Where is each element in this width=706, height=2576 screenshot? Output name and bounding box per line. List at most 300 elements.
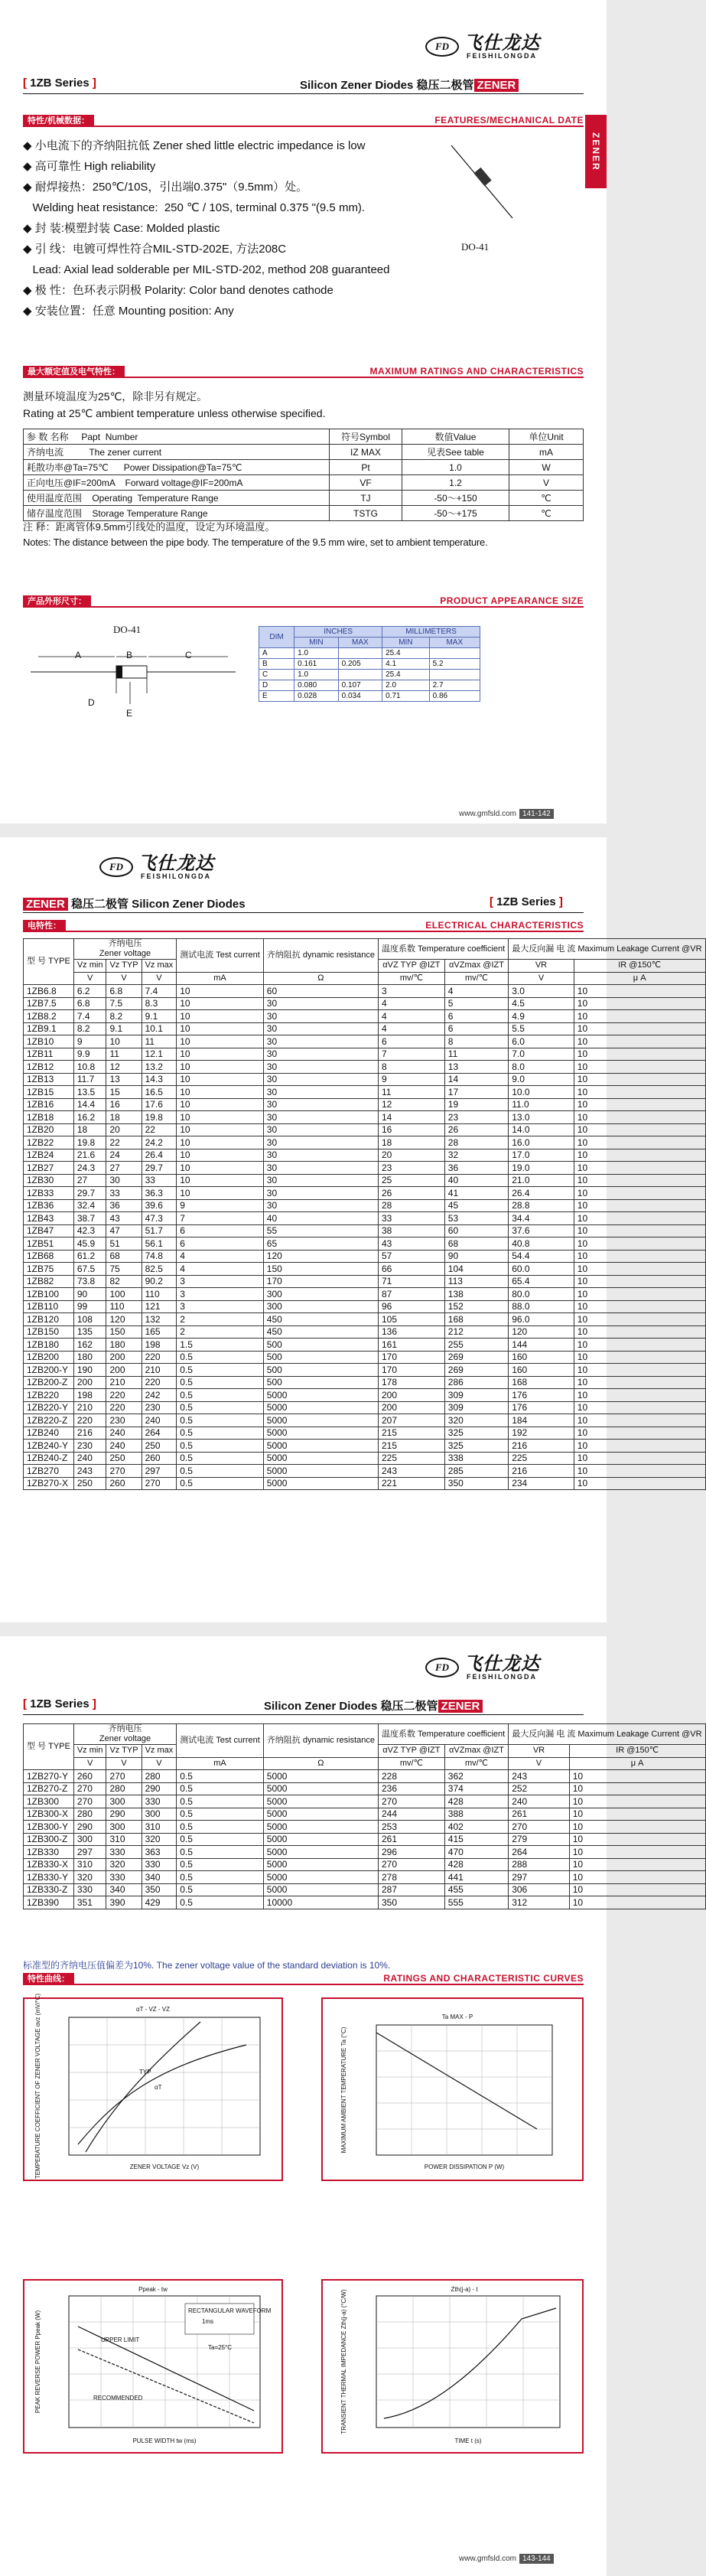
value-cell: 30 <box>263 1187 378 1200</box>
page-1 <box>0 0 607 823</box>
table-row <box>24 1035 706 1048</box>
value-cell: 160 <box>509 1364 574 1377</box>
value-cell: 5000 <box>263 1821 378 1834</box>
value-cell: 5 <box>444 997 508 1010</box>
value-cell: 120 <box>263 1250 378 1263</box>
value-cell: 230 <box>142 1401 177 1414</box>
table-row <box>24 1048 706 1061</box>
value-cell: 198 <box>142 1339 177 1352</box>
value-cell: 170 <box>379 1364 445 1377</box>
value-cell: 4 <box>177 1263 264 1276</box>
value-cell: 390 <box>106 1896 142 1909</box>
value-cell: 0.5 <box>177 1465 264 1478</box>
value-cell: 61.2 <box>73 1250 106 1263</box>
value-cell: 450 <box>263 1325 378 1339</box>
value-cell: 240 <box>142 1414 177 1427</box>
value-cell: 210 <box>73 1401 106 1414</box>
table-row <box>24 1174 706 1187</box>
table-row <box>24 1883 706 1896</box>
value-cell: 65.4 <box>509 1275 574 1288</box>
value-cell: 285 <box>444 1465 508 1478</box>
value-cell: 68 <box>444 1237 508 1251</box>
value-cell: 270 <box>106 1465 142 1478</box>
chart-thermal-impedance <box>321 2279 584 2454</box>
value-cell: 170 <box>263 1275 378 1288</box>
dim-label-b: B <box>126 650 133 660</box>
electrical-table: 型 号 TYPE 齐纳电压 Zener voltage 测试电流 Test current 齐纳阻抗 dynamic resistance 温度系数 Temperature coefficient 最大反向漏 电 流 Maximum Leakage Current @VR Vz min Vz TYP Vz max αVZ TYP @IZT αVZmax @IZT VR IR @150℃ V V V mA Ω mv/℃ mv/℃ V μ A 1ZB6.8 6.2 6.8 7.4 10 60 3 4 3.0 10 1ZB7.5 6.8 7.5 8.3 10 30 4 5 4.5 10 1ZB8.2 7.4 8.2 9.1 10 30 4 6 4.9 10 1ZB9.1 8.2 9.1 10.1 10 30 4 6 5.5 10 1ZB10 9 10 11 10 30 6 8 6.0 10 1ZB11 9.9 11 12.1 10 30 7 11 7.0 10 1ZB12 10.8 12 13.2 10 30 8 13 8.0 10 1ZB13 11.7 13 14.3 10 30 9 14 9.0 10 1ZB15 13.5 15 16.5 10 30 11 17 10.0 10 1ZB16 14.4 16 17.6 10 30 12 19 11.0 10 1ZB18 16.2 18 19.8 10 30 14 23 13.0 10 1ZB20 18 20 22 10 30 16 26 14.0 10 1ZB22 19.8 22 24.2 10 30 18 28 16.0 10 1ZB24 21.6 24 26.4 10 30 20 32 17.0 10 1ZB27 24.3 27 29.7 10 30 23 36 19.0 10 1ZB30 27 30 33 10 30 25 40 21.0 10 1ZB33 29.7 33 36.3 10 30 26 41 26.4 10 1ZB36 32.4 36 39.6 9 30 28 45 28.8 10 1ZB43 38.7 43 47.3 7 40 33 53 34.4 10 1ZB47 42.3 47 51.7 6 55 38 60 37.6 10 1ZB51 45.9 51 56.1 6 65 43 68 40.8 10 1ZB68 61.2 68 74.8 4 120 57 90 54.4 10 1ZB75 67.5 75 82.5 4 150 66 104 60.0 10 1ZB82 73.8 82 90.2 3 170 71 113 65.4 10 1ZB100 90 100 110 3 300 87 138 80.0 10 1ZB110 99 110 121 3 300 96 152 88.0 10 1ZB120 108 120 132 2 450 105 168 96.0 10 1ZB150 135 150 165 2 450 136 212 120 10 1ZB180 162 180 198 1.5 500 161 255 144 10 1ZB200 180 200 220 0.5 500 170 269 160 10 1ZB200-Y 190 200 210 0.5 500 170 269 160 10 1ZB200-Z 200 210 220 0.5 500 178 286 168 10 1ZB220 198 220 242 0.5 5000 200 309 176 10 1ZB220-Y 210 220 230 0.5 5000 200 309 176 10 1ZB220-Z 220 230 240 0.5 5000 207 320 184 10 1ZB240 216 240 264 0.5 5000 215 325 192 10 1ZB240-Y 230 240 250 0.5 5000 215 325 216 10 1ZB240-Z 240 250 260 0.5 5000 225 338 225 10 1ZB270 243 270 297 0.5 5000 243 285 216 10 1ZB270-X 250 260 270 0.5 5000 221 350 234 10 <box>23 938 706 1490</box>
title-rule <box>23 912 584 913</box>
table-row <box>24 1339 706 1352</box>
page-2 <box>0 837 702 1622</box>
value-cell: 280 <box>73 1808 106 1821</box>
curves-cn: 特性曲线： <box>23 1973 74 1985</box>
value-cell: 32 <box>444 1149 508 1162</box>
value-cell: 34.4 <box>509 1212 574 1225</box>
type-cell: 1ZB12 <box>24 1061 74 1074</box>
value-cell: 161 <box>379 1339 445 1352</box>
type-cell: 1ZB270-Z <box>24 1782 74 1795</box>
value-cell: 14.3 <box>142 1073 177 1086</box>
value-cell: 30 <box>263 1136 378 1149</box>
value-cell: 30 <box>263 1162 378 1175</box>
value-cell: 30 <box>263 1022 378 1035</box>
value-cell: 10 <box>574 1339 705 1352</box>
value-cell: 26.4 <box>509 1187 574 1200</box>
value-cell: 80.0 <box>509 1288 574 1301</box>
value-cell: 210 <box>106 1376 142 1389</box>
value-cell: 13.2 <box>142 1061 177 1074</box>
table-row <box>24 1465 706 1478</box>
value-cell: 0.5 <box>177 1440 264 1453</box>
features-en: FEATURES/MECHANICAL DATE <box>434 115 584 126</box>
side-tab: ZENER <box>585 115 607 188</box>
value-cell: 5000 <box>263 1414 378 1427</box>
value-cell: 14 <box>379 1111 445 1124</box>
type-cell: 1ZB27 <box>24 1162 74 1175</box>
value-cell: 32.4 <box>73 1199 106 1212</box>
value-cell: 234 <box>509 1477 574 1490</box>
value-cell: 12 <box>379 1098 445 1111</box>
value-cell: 555 <box>444 1896 508 1909</box>
value-cell: 325 <box>444 1440 508 1453</box>
curves-en: RATINGS AND CHARACTERISTIC CURVES <box>383 1973 584 1984</box>
value-cell: 30 <box>263 1073 378 1086</box>
table-row <box>24 1477 706 1490</box>
value-cell: 47.3 <box>142 1212 177 1225</box>
value-cell: 10 <box>574 1111 705 1124</box>
table-row <box>24 1187 706 1200</box>
value-cell: 5000 <box>263 1770 378 1783</box>
table-row <box>24 1364 706 1377</box>
value-cell: 280 <box>142 1770 177 1783</box>
value-cell: 0.5 <box>177 1401 264 1414</box>
type-cell: 1ZB75 <box>24 1263 74 1276</box>
value-cell: 9 <box>177 1199 264 1212</box>
value-cell: 0.5 <box>177 1351 264 1364</box>
value-cell: 22 <box>106 1136 142 1149</box>
value-cell: 10 <box>574 1123 705 1136</box>
value-cell: 441 <box>444 1871 508 1884</box>
chart-label: RECTANGULAR WAVEFORM <box>188 2307 272 2314</box>
value-cell: 10 <box>177 997 264 1010</box>
value-cell: 99 <box>73 1300 106 1313</box>
ratings-row: 耗散功率@Ta=75℃ Power Dissipation@Ta=75℃ Pt 1.0 W <box>24 460 584 475</box>
value-cell: 309 <box>444 1401 508 1414</box>
value-cell: 198 <box>73 1389 106 1402</box>
value-cell: 261 <box>509 1808 570 1821</box>
value-cell: 0.5 <box>177 1883 264 1896</box>
value-cell: 4.9 <box>509 1010 574 1023</box>
value-cell: 297 <box>509 1871 570 1884</box>
value-cell: 0.5 <box>177 1871 264 1884</box>
value-cell: 320 <box>106 1858 142 1871</box>
value-cell: 18 <box>73 1123 106 1136</box>
type-cell: 1ZB9.1 <box>24 1022 74 1035</box>
value-cell: 30 <box>263 1035 378 1048</box>
value-cell: 16 <box>106 1098 142 1111</box>
value-cell: 270 <box>379 1858 445 1871</box>
value-cell: 10 <box>574 1187 705 1200</box>
value-cell: 310 <box>73 1858 106 1871</box>
value-cell: 144 <box>509 1339 574 1352</box>
value-cell: 23 <box>444 1111 508 1124</box>
feature-line: ◆ 高可靠性 High reliability <box>23 160 156 173</box>
value-cell: 30 <box>263 1010 378 1023</box>
value-cell: 212 <box>444 1325 508 1339</box>
value-cell: 221 <box>379 1477 445 1490</box>
dim-row: E 0.028 0.034 0.71 0.86 <box>259 691 480 702</box>
value-cell: 10 <box>574 1174 705 1187</box>
value-cell: 67.5 <box>73 1263 106 1276</box>
chart-power-derating <box>321 1997 584 2181</box>
value-cell: 10 <box>574 1061 705 1074</box>
ratings-row: 使用温度范围 Operating Temperature Range TJ -50～+150 ℃ <box>24 491 584 506</box>
series-label: [ 1ZB Series ] <box>23 1697 96 1710</box>
ratings-row: 齐纳电流 The zener current IZ MAX 见表See table mA <box>24 445 584 460</box>
value-cell: 12.1 <box>142 1048 177 1061</box>
ratings-header: 参 数 名称 Papt Number 符号Symbol 数值Value 单位Unit <box>24 429 584 445</box>
type-cell: 1ZB51 <box>24 1237 74 1251</box>
dim-label-e: E <box>126 708 133 719</box>
value-cell: 47 <box>106 1224 142 1237</box>
value-cell: 10 <box>177 1035 264 1048</box>
value-cell: 56.1 <box>142 1237 177 1251</box>
value-cell: 18 <box>106 1111 142 1124</box>
value-cell: 288 <box>509 1858 570 1871</box>
type-cell: 1ZB270-Y <box>24 1770 74 1783</box>
value-cell: 16.0 <box>509 1136 574 1149</box>
value-cell: 17.6 <box>142 1098 177 1111</box>
table-row <box>24 1098 706 1111</box>
value-cell: 190 <box>73 1364 106 1377</box>
value-cell: 8 <box>379 1061 445 1074</box>
value-cell: 297 <box>142 1465 177 1478</box>
value-cell: 310 <box>106 1833 142 1846</box>
value-cell: 402 <box>444 1821 508 1834</box>
value-cell: 10 <box>574 1149 705 1162</box>
table-row <box>24 1389 706 1402</box>
brand-emblem: FD <box>425 1658 459 1678</box>
value-cell: 60 <box>263 985 378 998</box>
value-cell: 66 <box>379 1263 445 1276</box>
value-cell: 296 <box>379 1846 445 1859</box>
features-list <box>23 138 451 319</box>
type-cell: 1ZB36 <box>24 1199 74 1212</box>
type-cell: 1ZB220-Z <box>24 1414 74 1427</box>
value-cell: 74.8 <box>142 1250 177 1263</box>
recommended-line <box>78 2349 254 2423</box>
brand-cn: 飞仕龙达 <box>464 32 540 54</box>
value-cell: 5000 <box>263 1440 378 1453</box>
value-cell: 10 <box>574 1401 705 1414</box>
dim-row: C 1.0 25.4 <box>259 670 480 680</box>
value-cell: 10.0 <box>509 1086 574 1099</box>
type-cell: 1ZB100 <box>24 1288 74 1301</box>
value-cell: 17.0 <box>509 1149 574 1162</box>
value-cell: 362 <box>444 1770 508 1783</box>
value-cell: 351 <box>73 1896 106 1909</box>
value-cell: 388 <box>444 1808 508 1821</box>
value-cell: 10 <box>574 1440 705 1453</box>
value-cell: 340 <box>142 1871 177 1884</box>
value-cell: 200 <box>73 1376 106 1389</box>
value-cell: 10 <box>177 1162 264 1175</box>
table-row <box>24 1149 706 1162</box>
value-cell: 350 <box>444 1477 508 1490</box>
title-rule <box>23 93 584 94</box>
value-cell: 51.7 <box>142 1224 177 1237</box>
value-cell: 10 <box>574 1465 705 1478</box>
value-cell: 19.8 <box>73 1136 106 1149</box>
table-row <box>24 1073 706 1086</box>
value-cell: 10 <box>569 1883 705 1896</box>
chart-title: Ppeak - tw <box>138 2286 168 2293</box>
value-cell: 57 <box>379 1250 445 1263</box>
value-cell: 26 <box>379 1187 445 1200</box>
value-cell: 309 <box>444 1389 508 1402</box>
type-cell: 1ZB47 <box>24 1224 74 1237</box>
value-cell: 10 <box>574 1136 705 1149</box>
value-cell: 215 <box>379 1427 445 1440</box>
value-cell: 10.1 <box>142 1022 177 1035</box>
value-cell: 96.0 <box>509 1313 574 1326</box>
value-cell: 10 <box>574 1414 705 1427</box>
value-cell: 5000 <box>263 1782 378 1795</box>
value-cell: 10 <box>574 1237 705 1251</box>
value-cell: 300 <box>106 1821 142 1834</box>
value-cell: 225 <box>509 1452 574 1465</box>
type-cell: 1ZB120 <box>24 1313 74 1326</box>
value-cell: 500 <box>263 1364 378 1377</box>
value-cell: 10 <box>569 1770 705 1783</box>
value-cell: 297 <box>73 1846 106 1859</box>
value-cell: 33 <box>379 1212 445 1225</box>
value-cell: 330 <box>142 1858 177 1871</box>
ratings-row: 正向电压@IF=200mA Forward voltage@IF=200mA VF 1.2 V <box>24 475 584 491</box>
value-cell: 10 <box>574 1022 705 1035</box>
value-cell: 96 <box>379 1300 445 1313</box>
value-cell: 200 <box>379 1389 445 1402</box>
value-cell: 240 <box>509 1795 570 1808</box>
value-cell: 10 <box>574 985 705 998</box>
value-cell: 10 <box>574 1162 705 1175</box>
value-cell: 10 <box>177 1123 264 1136</box>
value-cell: 150 <box>263 1263 378 1276</box>
value-cell: 37.6 <box>509 1224 574 1237</box>
appearance-cn: 产品外形尺寸： <box>23 595 91 608</box>
value-cell: 0.5 <box>177 1414 264 1427</box>
brand-emblem: FD <box>425 37 459 57</box>
value-cell: 0.5 <box>177 1782 264 1795</box>
value-cell: 162 <box>73 1339 106 1352</box>
value-cell: 43 <box>379 1237 445 1251</box>
table-row <box>24 1858 706 1871</box>
value-cell: 138 <box>444 1288 508 1301</box>
type-cell: 1ZB33 <box>24 1187 74 1200</box>
type-cell: 1ZB240-Z <box>24 1452 74 1465</box>
value-cell: 7.4 <box>142 985 177 998</box>
value-cell: 29.7 <box>142 1162 177 1175</box>
value-cell: 11.0 <box>509 1098 574 1111</box>
value-cell: 10 <box>574 1250 705 1263</box>
table-row <box>24 1123 706 1136</box>
value-cell: 65 <box>263 1237 378 1251</box>
value-cell: 10 <box>177 1174 264 1187</box>
table-row <box>24 1224 706 1237</box>
value-cell: 36 <box>444 1162 508 1175</box>
table-row <box>24 1821 706 1834</box>
value-cell: 0.5 <box>177 1821 264 1834</box>
value-cell: 13 <box>106 1073 142 1086</box>
value-cell: 110 <box>106 1300 142 1313</box>
value-cell: 19.8 <box>142 1111 177 1124</box>
value-cell: 18 <box>379 1136 445 1149</box>
value-cell: 9.0 <box>509 1073 574 1086</box>
value-cell: 242 <box>142 1389 177 1402</box>
value-cell: 10 <box>574 1364 705 1377</box>
value-cell: 113 <box>444 1275 508 1288</box>
value-cell: 28 <box>379 1199 445 1212</box>
appearance-bar <box>23 595 584 608</box>
value-cell: 4 <box>379 1010 445 1023</box>
value-cell: 5000 <box>263 1452 378 1465</box>
table-row <box>24 1325 706 1339</box>
value-cell: 27 <box>73 1174 106 1187</box>
value-cell: 5000 <box>263 1808 378 1821</box>
tolerance-note: 标准型的齐纳电压值偏差为10%. The zener voltage value of the standard deviation is 10%. <box>23 1960 391 1971</box>
value-cell: 54.4 <box>509 1250 574 1263</box>
value-cell: 10 <box>569 1896 705 1909</box>
table-row <box>24 1376 706 1389</box>
value-cell: 11 <box>379 1086 445 1099</box>
value-cell: 10 <box>574 1010 705 1023</box>
value-cell: 60.0 <box>509 1263 574 1276</box>
value-cell: 30 <box>263 1174 378 1187</box>
value-cell: 0.5 <box>177 1896 264 1909</box>
value-cell: 40 <box>263 1212 378 1225</box>
value-cell: 269 <box>444 1351 508 1364</box>
value-cell: 104 <box>444 1263 508 1276</box>
table-row <box>24 1846 706 1859</box>
type-cell: 1ZB10 <box>24 1035 74 1048</box>
value-cell: 16 <box>379 1123 445 1136</box>
value-cell: 0.5 <box>177 1795 264 1808</box>
value-cell: 71 <box>379 1275 445 1288</box>
value-cell: 0.5 <box>177 1452 264 1465</box>
value-cell: 450 <box>263 1313 378 1326</box>
type-cell: 1ZB43 <box>24 1212 74 1225</box>
type-cell: 1ZB6.8 <box>24 985 74 998</box>
type-cell: 1ZB110 <box>24 1300 74 1313</box>
table-row <box>24 1300 706 1313</box>
value-cell: 24 <box>106 1149 142 1162</box>
value-cell: 10 <box>177 1010 264 1023</box>
value-cell: 320 <box>142 1833 177 1846</box>
value-cell: 55 <box>263 1224 378 1237</box>
value-cell: 45.9 <box>73 1237 106 1251</box>
value-cell: 40.8 <box>509 1237 574 1251</box>
value-cell: 236 <box>379 1782 445 1795</box>
value-cell: 30 <box>263 1111 378 1124</box>
value-cell: 120 <box>106 1313 142 1326</box>
value-cell: 225 <box>379 1452 445 1465</box>
x-label: TIME t (s) <box>454 2437 482 2444</box>
value-cell: 30 <box>263 1061 378 1074</box>
value-cell: 220 <box>142 1376 177 1389</box>
elec-bar <box>23 920 584 932</box>
value-cell: 220 <box>73 1414 106 1427</box>
table-row <box>24 1237 706 1251</box>
value-cell: 2 <box>177 1325 264 1339</box>
value-cell: 244 <box>379 1808 445 1821</box>
appearance-en: PRODUCT APPEARANCE SIZE <box>440 595 584 606</box>
value-cell: 8.2 <box>73 1022 106 1035</box>
value-cell: 33 <box>106 1187 142 1200</box>
value-cell: 132 <box>142 1313 177 1326</box>
value-cell: 15 <box>106 1086 142 1099</box>
value-cell: 5000 <box>263 1477 378 1490</box>
x-label: ZENER VOLTAGE Vz (V) <box>129 2164 200 2170</box>
value-cell: 10 <box>569 1858 705 1871</box>
feature-line: Lead: Axial lead solderable per MIL-STD-202, method 208 guaranteed <box>23 263 390 276</box>
table-row <box>24 1010 706 1023</box>
value-cell: 11.7 <box>73 1073 106 1086</box>
dim-row: A 1.0 25.4 <box>259 648 480 659</box>
value-cell: 10 <box>574 1452 705 1465</box>
chart-peak-power <box>23 2279 283 2454</box>
table-row <box>24 1111 706 1124</box>
chart-title: Ta MAX - P <box>441 2014 473 2020</box>
value-cell: 82 <box>106 1275 142 1288</box>
value-cell: 14 <box>444 1073 508 1086</box>
value-cell: 6 <box>177 1224 264 1237</box>
value-cell: 300 <box>106 1795 142 1808</box>
value-cell: 3.0 <box>509 985 574 998</box>
value-cell: 300 <box>142 1808 177 1821</box>
value-cell: 5000 <box>263 1846 378 1859</box>
type-cell: 1ZB200-Z <box>24 1376 74 1389</box>
value-cell: 252 <box>509 1782 570 1795</box>
value-cell: 10 <box>574 1427 705 1440</box>
table-row <box>24 985 706 998</box>
derating-line <box>376 2033 537 2129</box>
value-cell: 5000 <box>263 1427 378 1440</box>
value-cell: 5.5 <box>509 1022 574 1035</box>
value-cell: 36 <box>106 1199 142 1212</box>
value-cell: 6.8 <box>106 985 142 998</box>
value-cell: 20 <box>379 1149 445 1162</box>
value-cell: 310 <box>142 1821 177 1834</box>
